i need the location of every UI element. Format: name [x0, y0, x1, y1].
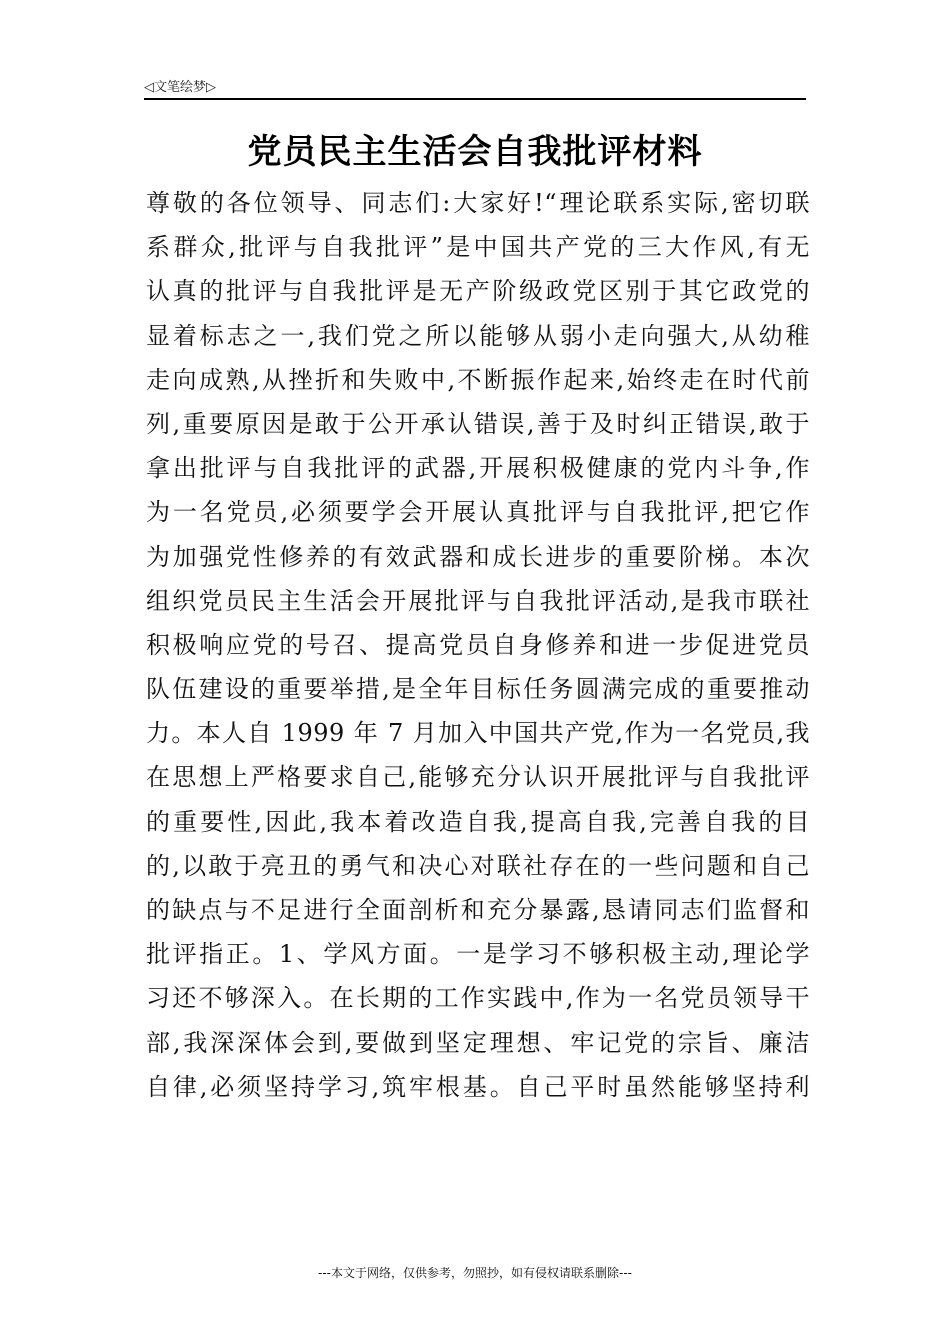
body-line: 尊敬的各位领导、同志们:大家好!“理论联系实际,密切联 [146, 189, 810, 217]
body-line: 认真的批评与自我批评是无产阶级政党区别于其它政党的 [146, 277, 810, 306]
body-line: 的,以敢于亮丑的勇气和决心对联社存在的一些问题和自己 [146, 851, 810, 880]
body-line: 的缺点与不足进行全面剖析和充分暴露,恳请同志们监督和 [146, 896, 810, 924]
body-line: 部,我深深体会到,要做到坚定理想、牢记党的宗旨、廉洁 [146, 1028, 810, 1057]
body-line: 队伍建设的重要举措,是全年目标任务圆满完成的重要推动 [146, 675, 810, 704]
body-line: 为加强党性修养的有效武器和成长进步的重要阶梯。本次 [146, 542, 810, 571]
body-line: 列,重要原因是敢于公开承认错误,善于及时纠正错误,敢于 [146, 409, 810, 438]
body-line: 习还不够深入。在长期的工作实践中,作为一名党员领导干 [146, 984, 810, 1013]
body-line: 自律,必须坚持学习,筑牢根基。自己平时虽然能够坚持利 [146, 1072, 810, 1101]
body-line: 在思想上严格要求自己,能够充分认识开展批评与自我批评 [146, 763, 810, 792]
body-line: 的重要性,因此,我本着改造自我,提高自我,完善自我的目 [146, 807, 810, 836]
body-line: 批评指正。1、学风方面。一是学习不够积极主动,理论学 [146, 940, 810, 969]
page-footer: ---本文于网络，仅供参考，勿照抄，如有侵权请联系删除--- [318, 1266, 632, 1280]
body-line: 为一名党员,必须要学会开展认真批评与自我批评,把它作 [146, 498, 810, 527]
body-line: 拿出批评与自我批评的武器,开展积极健康的党内斗争,作 [146, 454, 810, 483]
page-header [144, 74, 806, 100]
body-line: 组织党员民主生活会开展批评与自我批评活动,是我市联社 [146, 586, 810, 615]
body-line: 走向成熟,从挫折和失败中,不断振作起来,始终走在时代前 [146, 365, 810, 394]
body-line: 系群众,批评与自我批评”是中国共产党的三大作风,有无 [146, 233, 810, 262]
document-title: 党员民主生活会自我批评材料 [247, 132, 703, 172]
body-line: 显着标志之一,我们党之所以能够从弱小走向强大,从幼稚 [146, 321, 810, 350]
body-line: 力。本人自 1999 年 7 月加入中国共产党,作为一名党员,我 [146, 719, 810, 748]
body-line: 积极响应党的号召、提高党员自身修养和进一步促进党员 [146, 630, 810, 659]
header-label: ◁文笔绘梦▷ [144, 80, 216, 95]
document-body [146, 181, 810, 1241]
